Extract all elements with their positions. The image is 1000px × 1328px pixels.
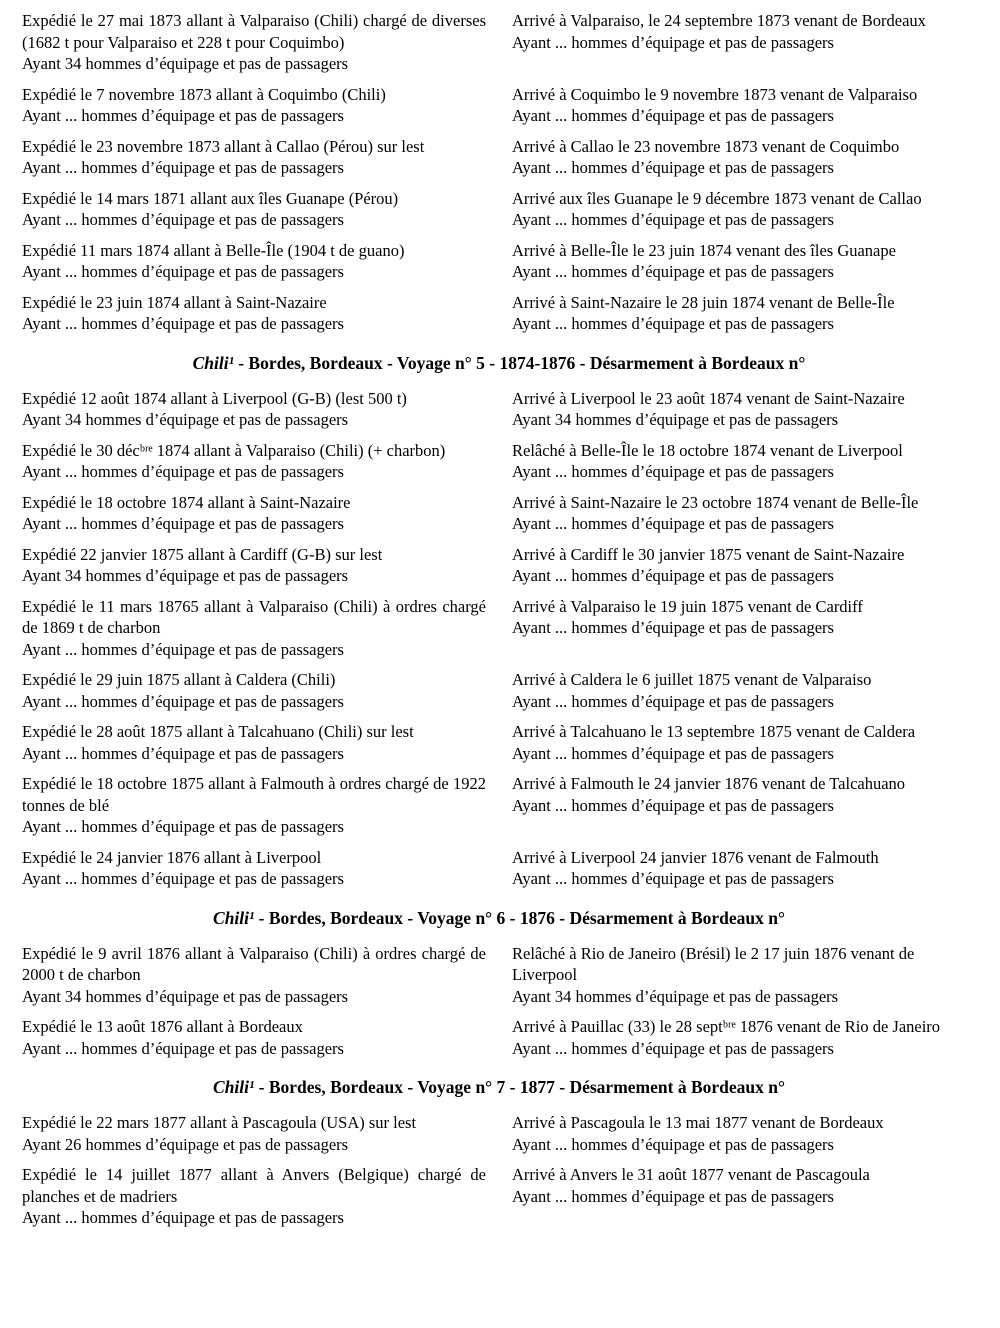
section-header: [22, 353, 976, 374]
entry-crew-text: Ayant ... hommes d’équipage et pas de passagers: [512, 618, 834, 637]
arrival-entry: [512, 292, 974, 335]
entry-crew-text: Ayant ... hommes d’équipage et pas de passagers: [22, 1038, 344, 1058]
voyage-row: [22, 596, 976, 661]
voyage-row: [22, 669, 976, 712]
departure-entry: [22, 440, 486, 483]
entry-crew-text: Ayant ... hommes d’équipage et pas de passagers: [512, 691, 834, 711]
arrival-entry: [512, 773, 974, 816]
entry-main-text: Expédié le 24 janvier 1876 allant à Liverpool: [22, 847, 322, 867]
entry-main-text: Arrivé à Falmouth le 24 janvier 1876 venant de Talcahuano: [512, 774, 906, 793]
voyage-row: [22, 10, 976, 75]
voyage-row: [22, 136, 976, 179]
entry-main-text: Arrivé à Saint-Nazaire le 23 octobre 1874 venant de Belle-Île: [512, 492, 919, 512]
voyage-section: [22, 10, 976, 335]
entry-crew-text: Ayant ... hommes d’équipage et pas de passagers: [512, 32, 834, 52]
voyage-row: [22, 721, 976, 764]
entry-crew-text: Ayant ... hommes d’équipage et pas de passagers: [512, 314, 834, 333]
entry-main-text: Expédié le 28 août 1875 allant à Talcahuano (Chili) sur lest: [22, 722, 414, 741]
departure-entry: [22, 492, 486, 535]
departure-entry: [22, 10, 486, 75]
departure-entry: [22, 388, 486, 431]
entry-main-text: Arrivé à Talcahuano le 13 septembre 1875 venant de Caldera: [512, 722, 916, 741]
entry-crew-text: Ayant ... hommes d’équipage et pas de passagers: [22, 639, 344, 659]
voyage-row: [22, 847, 976, 890]
entry-main-text: Expédié le 23 novembre 1873 allant à Callao (Pérou) sur lest: [22, 136, 425, 156]
entry-crew-text: Ayant ... hommes d’équipage et pas de passagers: [22, 514, 344, 533]
departure-entry: [22, 544, 486, 587]
departure-entry: [22, 292, 486, 335]
entry-main-text: Expédié 22 janvier 1875 allant à Cardiff (G-B) sur lest: [22, 544, 383, 564]
entry-crew-text: Ayant ... hommes d’équipage et pas de passagers: [512, 262, 834, 281]
entry-crew-text: Ayant ... hommes d’équipage et pas de passagers: [512, 566, 834, 585]
departure-entry: [22, 596, 486, 661]
voyage-row: [22, 188, 976, 231]
departure-entry: [22, 847, 486, 890]
ship-name: Chili¹: [213, 1077, 255, 1097]
entry-crew-text: Ayant ... hommes d’équipage et pas de passagers: [22, 869, 344, 888]
voyage-row: [22, 292, 976, 335]
departure-entry: [22, 240, 486, 283]
entry-crew-text: Ayant ... hommes d’équipage et pas de passagers: [512, 158, 834, 177]
departure-entry: [22, 84, 486, 127]
voyage-row: [22, 773, 976, 838]
entry-main-text: Expédié 11 mars 1874 allant à Belle-Île (1904 t de guano): [22, 240, 405, 260]
entry-main-text: Arrivé à Liverpool le 23 août 1874 venant de Saint-Nazaire: [512, 388, 905, 408]
departure-entry: [22, 1112, 486, 1155]
arrival-entry: [512, 440, 974, 483]
section-header-text: - Bordes, Bordeaux - Voyage n° 6 - 1876 - Désarmement à Bordeaux n°: [254, 907, 785, 928]
voyage-row: [22, 544, 976, 587]
entry-crew-text: Ayant 34 hommes d’équipage et pas de passagers: [512, 986, 839, 1006]
entry-crew-text: Ayant 34 hommes d’équipage et pas de passagers: [512, 410, 839, 429]
entry-main-text: Arrivé à Cardiff le 30 janvier 1875 venant de Saint-Nazaire: [512, 544, 905, 564]
entry-crew-text: Ayant 34 hommes d’équipage et pas de passagers: [22, 566, 349, 585]
departure-entry: [22, 943, 486, 1008]
entry-main-text: Arrivé à Pauillac (33) le 28 septᵇʳᵉ 1876 venant de Rio de Janeiro: [512, 1017, 941, 1036]
departure-entry: [22, 669, 486, 712]
entry-crew-text: Ayant ... hommes d’équipage et pas de passagers: [22, 210, 344, 229]
entry-main-text: Expédié le 9 avril 1876 allant à Valparaiso (Chili) à ordres chargé de 2000 t de charbon: [22, 943, 486, 984]
entry-crew-text: Ayant ... hommes d’équipage et pas de passagers: [512, 795, 834, 815]
voyage-section: [22, 1077, 976, 1229]
departure-entry: [22, 721, 486, 764]
section-header: [22, 1077, 976, 1098]
entry-main-text: Expédié le 22 mars 1877 allant à Pascagoula (USA) sur lest: [22, 1113, 417, 1132]
entry-main-text: Arrivé à Anvers le 31 août 1877 venant de Pascagoula: [512, 1165, 870, 1184]
entry-crew-text: Ayant ... hommes d’équipage et pas de passagers: [512, 743, 834, 763]
entry-crew-text: Ayant ... hommes d’équipage et pas de passagers: [22, 817, 344, 836]
entry-crew-text: Ayant ... hommes d’équipage et pas de passagers: [22, 314, 344, 333]
ship-name: Chili¹: [213, 907, 255, 928]
entry-crew-text: Ayant ... hommes d’équipage et pas de passagers: [22, 1208, 344, 1227]
entry-main-text: Relâché à Belle-Île le 18 octobre 1874 venant de Liverpool: [512, 440, 903, 460]
entry-crew-text: Ayant 26 hommes d’équipage et pas de passagers: [22, 1134, 349, 1154]
voyage-row: [22, 943, 976, 1008]
arrival-entry: [512, 84, 974, 127]
entry-main-text: Arrivé à Liverpool 24 janvier 1876 venant de Falmouth: [512, 847, 879, 867]
arrival-entry: [512, 669, 974, 712]
voyage-row: [22, 388, 976, 431]
arrival-entry: [512, 596, 974, 639]
entry-main-text: Arrivé à Coquimbo le 9 novembre 1873 venant de Valparaiso: [512, 84, 918, 104]
arrival-entry: [512, 943, 974, 1008]
entry-main-text: Expédié le 11 mars 18765 allant à Valparaiso (Chili) à ordres chargé de 1869 t de charbon: [22, 596, 486, 637]
arrival-entry: [512, 10, 974, 53]
entry-crew-text: Ayant ... hommes d’équipage et pas de passagers: [22, 106, 344, 125]
arrival-entry: [512, 1016, 974, 1059]
voyage-row: [22, 492, 976, 535]
voyage-row: [22, 1112, 976, 1155]
entry-main-text: Arrivé à Valparaiso, le 24 septembre 1873 venant de Bordeaux: [512, 11, 926, 30]
entry-main-text: Expédié le 29 juin 1875 allant à Caldera (Chili): [22, 670, 336, 689]
arrival-entry: [512, 188, 974, 231]
entry-main-text: Expédié le 27 mai 1873 allant à Valparaiso (Chili) chargé de diverses (1682 t pour Valparaiso et 228 t pour Coquimbo): [22, 11, 486, 52]
departure-entry: [22, 1164, 486, 1229]
entry-main-text: Arrivé à Callao le 23 novembre 1873 venant de Coquimbo: [512, 136, 900, 156]
entry-main-text: Expédié le 14 juillet 1877 allant à Anvers (Belgique) chargé de planches et de madriers: [22, 1165, 486, 1206]
arrival-entry: [512, 721, 974, 764]
voyage-row: [22, 240, 976, 283]
ship-name: Chili¹: [192, 352, 234, 373]
arrival-entry: [512, 240, 974, 283]
departure-entry: [22, 136, 486, 179]
arrival-entry: [512, 544, 974, 587]
entry-crew-text: Ayant ... hommes d’équipage et pas de passagers: [22, 462, 344, 481]
entry-main-text: Relâché à Rio de Janeiro (Brésil) le 2 17 juin 1876 venant de Liverpool: [512, 943, 915, 984]
entry-crew-text: Ayant 34 hommes d’équipage et pas de passagers: [22, 410, 349, 429]
entry-main-text: Expédié 12 août 1874 allant à Liverpool (G-B) (lest 500 t): [22, 388, 407, 408]
entry-main-text: Expédié le 23 juin 1874 allant à Saint-Nazaire: [22, 292, 327, 312]
entry-main-text: Expédié le 30 décᵇʳᵉ 1874 allant à Valparaiso (Chili) (+ charbon): [22, 440, 446, 460]
entry-crew-text: Ayant ... hommes d’équipage et pas de passagers: [512, 462, 834, 481]
entry-crew-text: Ayant 34 hommes d’équipage et pas de passagers: [22, 54, 349, 73]
entry-crew-text: Ayant ... hommes d’équipage et pas de passagers: [22, 743, 344, 763]
arrival-entry: [512, 847, 974, 890]
voyage-row: [22, 1164, 976, 1229]
section-header: [22, 908, 976, 929]
section-header-text: - Bordes, Bordeaux - Voyage n° 7 - 1877 - Désarmement à Bordeaux n°: [254, 1077, 785, 1097]
entry-main-text: Expédié le 7 novembre 1873 allant à Coquimbo (Chili): [22, 84, 386, 104]
arrival-entry: [512, 136, 974, 179]
arrival-entry: [512, 1164, 974, 1207]
entry-crew-text: Ayant ... hommes d’équipage et pas de passagers: [512, 1186, 834, 1206]
voyage-section: [22, 908, 976, 1060]
entry-crew-text: Ayant ... hommes d’équipage et pas de passagers: [512, 869, 834, 888]
entry-crew-text: Ayant ... hommes d’équipage et pas de passagers: [22, 158, 344, 177]
arrival-entry: [512, 388, 974, 431]
departure-entry: [22, 188, 486, 231]
arrival-entry: [512, 492, 974, 535]
entry-main-text: Arrivé aux îles Guanape le 9 décembre 1873 venant de Callao: [512, 188, 922, 208]
voyage-row: [22, 1016, 976, 1059]
entry-crew-text: Ayant ... hommes d’équipage et pas de passagers: [512, 514, 834, 533]
entry-crew-text: Ayant ... hommes d’équipage et pas de passagers: [22, 691, 344, 711]
entry-main-text: Expédié le 18 octobre 1875 allant à Falmouth à ordres chargé de 1922 tonnes de blé: [22, 774, 486, 815]
voyage-section: [22, 353, 976, 890]
voyage-row: [22, 84, 976, 127]
entry-main-text: Arrivé à Pascagoula le 13 mai 1877 venant de Bordeaux: [512, 1113, 884, 1132]
arrival-entry: [512, 1112, 974, 1155]
entry-main-text: Arrivé à Caldera le 6 juillet 1875 venant de Valparaiso: [512, 670, 872, 689]
entry-main-text: Arrivé à Valparaiso le 19 juin 1875 venant de Cardiff: [512, 596, 863, 616]
entry-crew-text: Ayant ... hommes d’équipage et pas de passagers: [512, 1038, 834, 1058]
departure-entry: [22, 773, 486, 838]
entry-crew-text: Ayant 34 hommes d’équipage et pas de passagers: [22, 986, 349, 1006]
departure-entry: [22, 1016, 486, 1059]
section-header-text: - Bordes, Bordeaux - Voyage n° 5 - 1874-1876 - Désarmement à Bordeaux n°: [233, 352, 806, 373]
voyage-row: [22, 440, 976, 483]
entry-main-text: Arrivé à Belle-Île le 23 juin 1874 venant des îles Guanape: [512, 240, 896, 260]
entry-main-text: Expédié le 13 août 1876 allant à Bordeaux: [22, 1017, 303, 1036]
entry-crew-text: Ayant ... hommes d’équipage et pas de passagers: [512, 210, 834, 229]
entry-main-text: Expédié le 18 octobre 1874 allant à Saint-Nazaire: [22, 492, 351, 512]
entry-crew-text: Ayant ... hommes d’équipage et pas de passagers: [512, 106, 834, 125]
entry-crew-text: Ayant ... hommes d’équipage et pas de passagers: [512, 1134, 834, 1154]
entry-main-text: Expédié le 14 mars 1871 allant aux îles Guanape (Pérou): [22, 188, 399, 208]
entry-main-text: Arrivé à Saint-Nazaire le 28 juin 1874 venant de Belle-Île: [512, 292, 895, 312]
entry-crew-text: Ayant ... hommes d’équipage et pas de passagers: [22, 262, 344, 281]
